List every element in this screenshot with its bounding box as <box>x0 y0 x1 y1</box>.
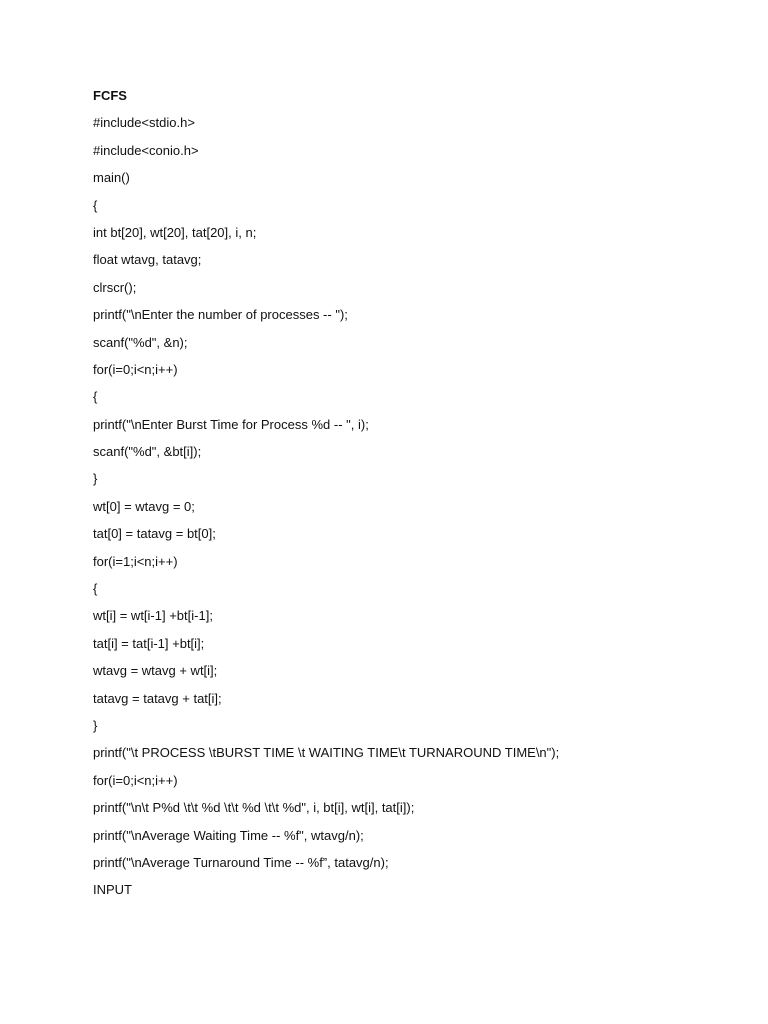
code-line: printf("\nAverage Turnaround Time -- %f”, tatavg/n); <box>93 854 389 870</box>
code-line: clrscr(); <box>93 279 137 295</box>
code-line: printf("\nEnter Burst Time for Process %d -- ", i); <box>93 416 369 432</box>
code-line: { <box>93 581 98 597</box>
document-body <box>93 86 733 908</box>
code-line: { <box>93 197 98 213</box>
code-line: float wtavg, tatavg; <box>93 252 202 268</box>
code-line: printf("\nEnter the number of processes -- "); <box>93 307 348 323</box>
code-line: main() <box>93 170 130 186</box>
code-line: tatavg = tatavg + tat[i]; <box>93 690 222 706</box>
code-line: printf("\n\t P%d \t\t %d \t\t %d \t\t %d", i, bt[i], wt[i], tat[i]); <box>93 800 415 816</box>
code-line: wtavg = wtavg + wt[i]; <box>93 663 218 679</box>
code-line: #include<conio.h> <box>93 142 199 158</box>
code-line: printf("\nAverage Waiting Time -- %f", wtavg/n); <box>93 827 364 843</box>
code-line: } <box>93 471 98 487</box>
code-line: } <box>93 717 98 733</box>
code-line: #include<stdio.h> <box>93 115 195 131</box>
code-line: wt[i] = wt[i-1] +bt[i-1]; <box>93 608 213 624</box>
code-line: tat[i] = tat[i-1] +bt[i]; <box>93 635 205 651</box>
code-line: for(i=1;i<n;i++) <box>93 553 178 569</box>
code-line: wt[0] = wtavg = 0; <box>93 498 195 514</box>
code-line: scanf("%d", &n); <box>93 334 188 350</box>
code-line: INPUT <box>93 882 132 898</box>
document-title: FCFS <box>93 88 127 103</box>
code-line: for(i=0;i<n;i++) <box>93 361 178 377</box>
code-line: int bt[20], wt[20], tat[20], i, n; <box>93 224 257 240</box>
code-line: scanf("%d", &bt[i]); <box>93 444 202 460</box>
code-listing <box>93 113 733 907</box>
code-line: tat[0] = tatavg = bt[0]; <box>93 526 216 542</box>
code-line: printf("\t PROCESS \tBURST TIME \t WAITING TIME\t TURNAROUND TIME\n"); <box>93 745 560 761</box>
code-line: for(i=0;i<n;i++) <box>93 772 178 788</box>
code-line: { <box>93 389 98 405</box>
